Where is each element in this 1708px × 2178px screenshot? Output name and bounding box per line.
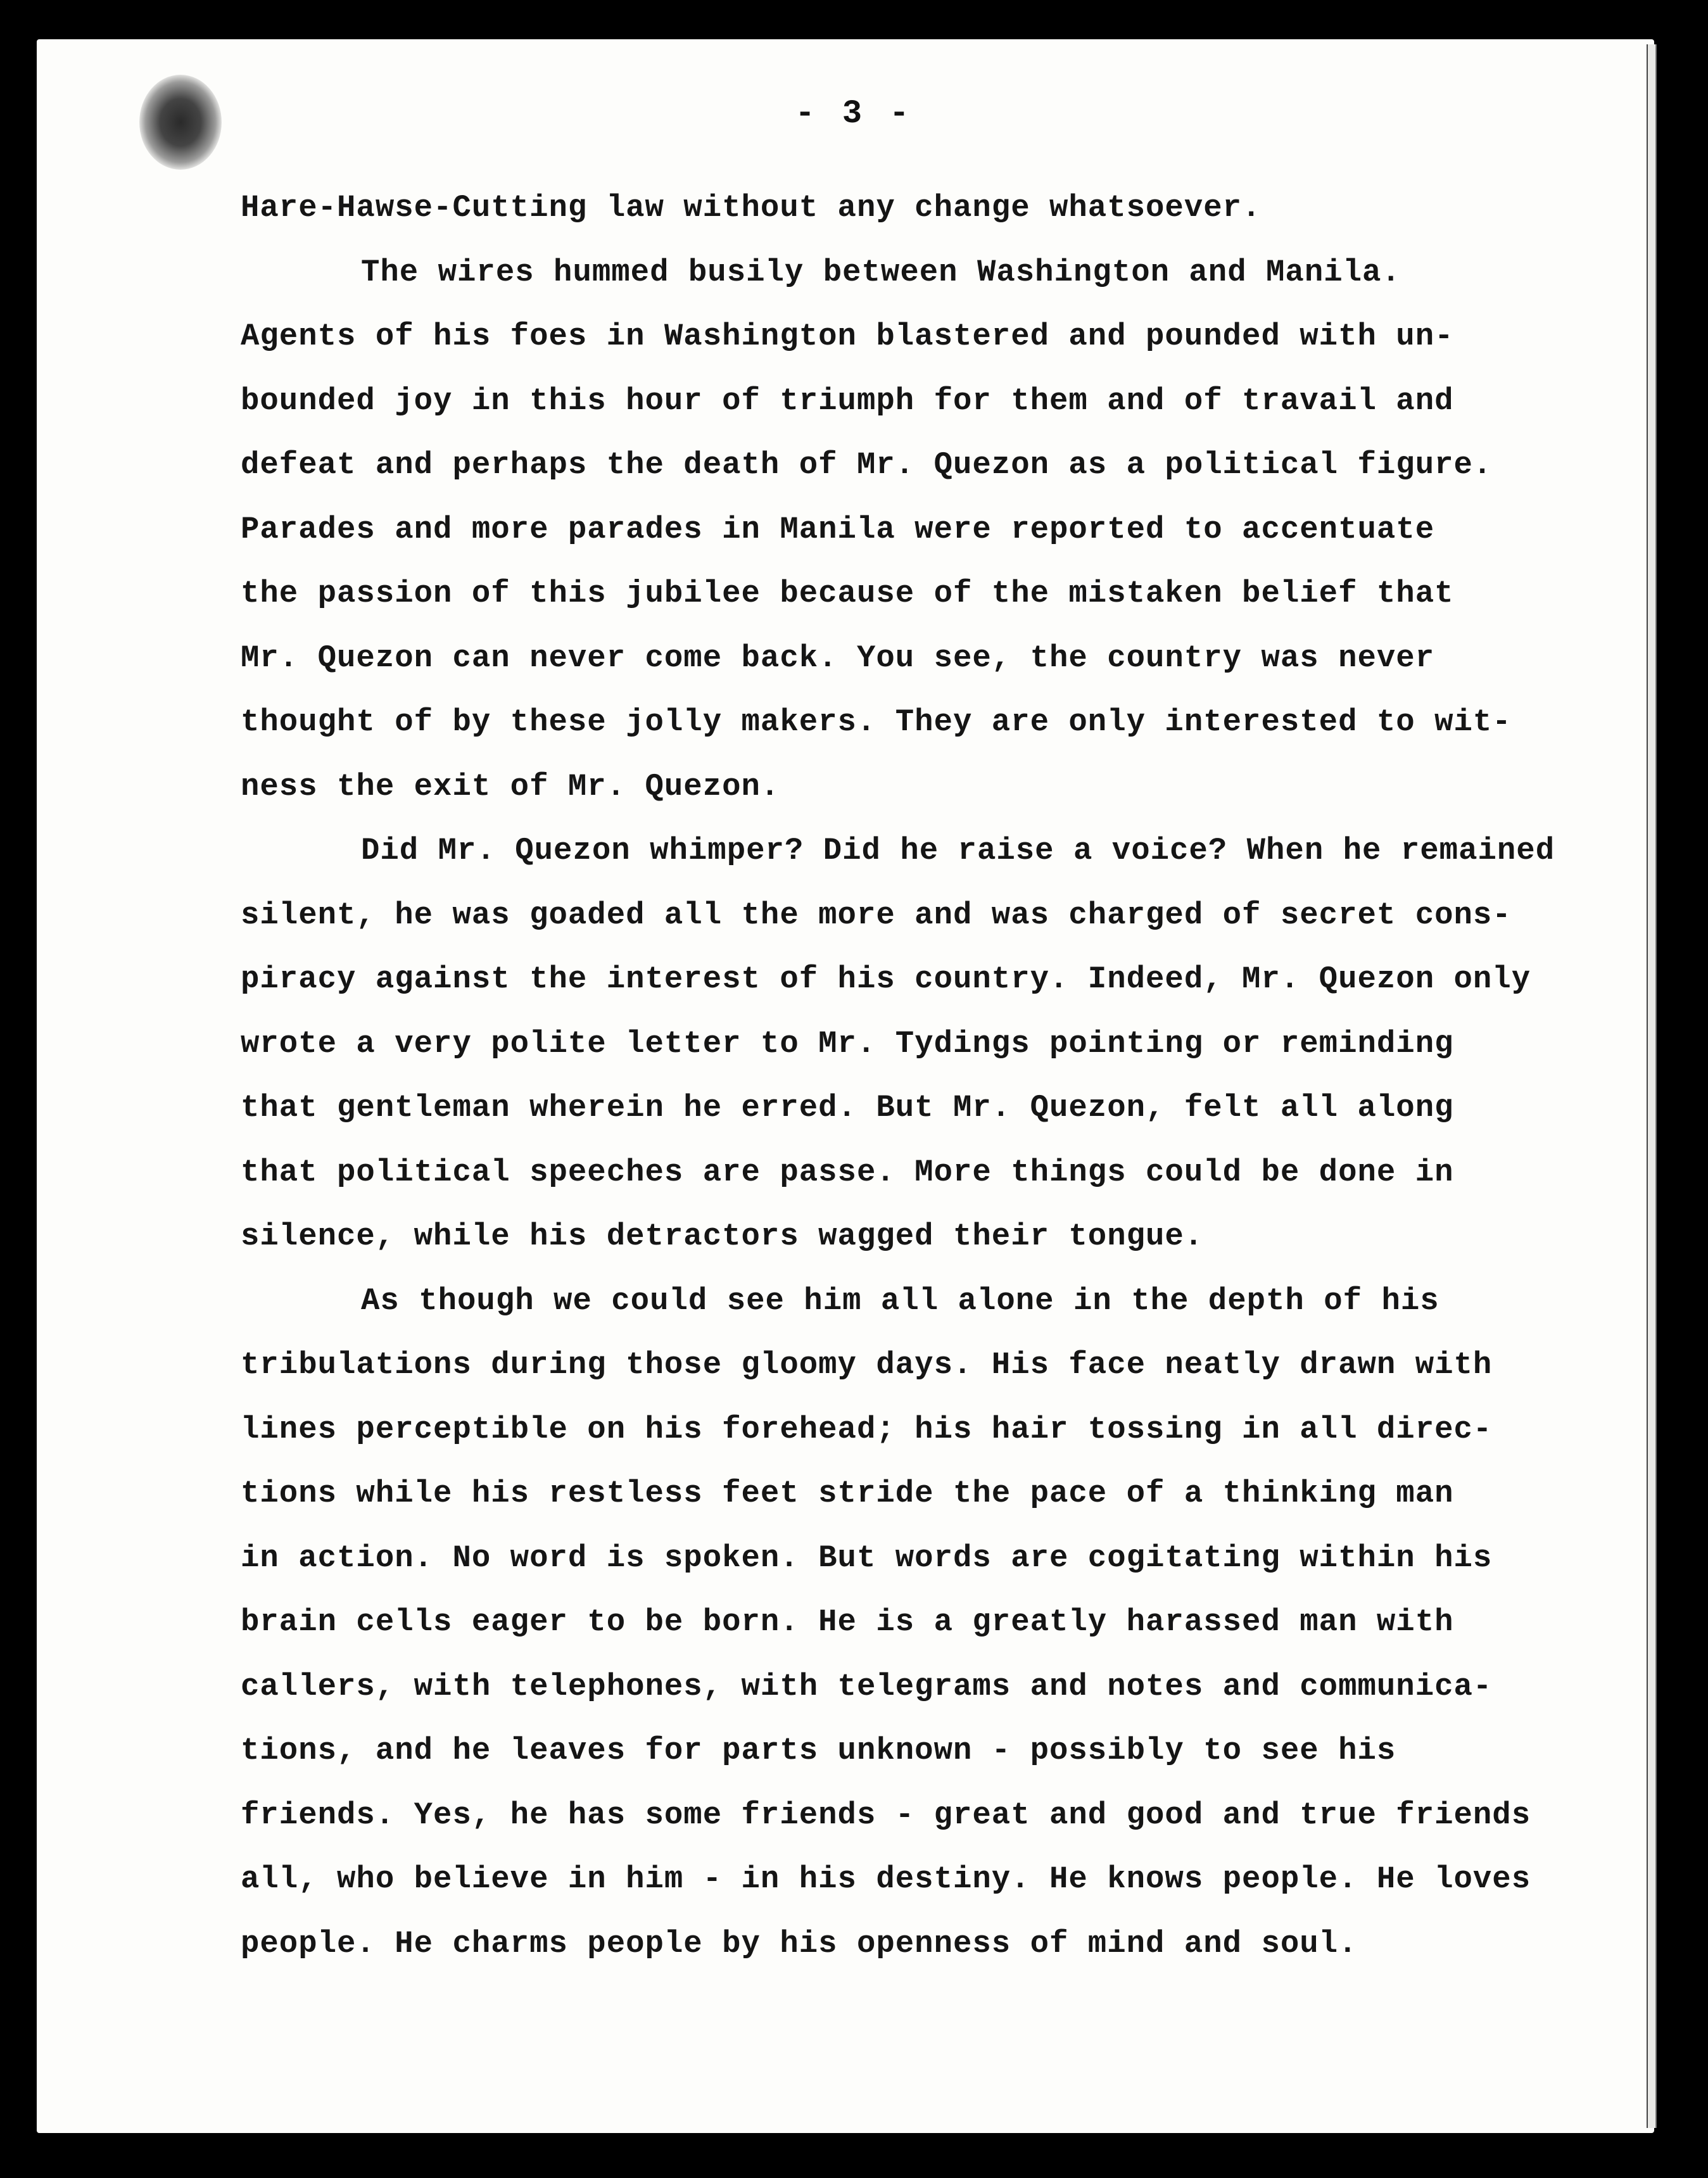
text-line: Agents of his foes in Washington blastered and pounded with un- xyxy=(241,319,1454,354)
text-line: ness the exit of Mr. Quezon. xyxy=(241,768,780,804)
text-line: in action. No word is spoken. But words are cogitating within his xyxy=(241,1540,1493,1576)
text-line: Hare-Hawse-Cutting law without any change whatsoever. xyxy=(241,190,1262,225)
text-line: callers, with telephones, with telegrams and notes and communica- xyxy=(241,1668,1493,1704)
text-line: tions, and he leaves for parts unknown - possibly to see his xyxy=(241,1733,1396,1768)
text-line: The wires hummed busily between Washington and Manila. xyxy=(361,254,1401,290)
paragraph xyxy=(241,1269,1558,1977)
text-line: bounded joy in this hour of triumph for them and of travail and xyxy=(241,383,1454,419)
text-line: silence, while his detractors wagged their tongue. xyxy=(241,1219,1204,1254)
underlying-page-edge xyxy=(1647,44,1657,2128)
paragraph xyxy=(241,819,1558,1269)
text-line: brain cells eager to be born. He is a greatly harassed man with xyxy=(241,1604,1454,1640)
text-line: lines perceptible on his forehead; his hair tossing in all direc- xyxy=(241,1411,1493,1447)
text-line: Did Mr. Quezon whimper? Did he raise a voice? When he remained xyxy=(361,833,1555,868)
text-line: defeat and perhaps the death of Mr. Quezon as a political figure. xyxy=(241,447,1493,483)
text-line: silent, he was goaded all the more and was charged of secret cons- xyxy=(241,897,1512,933)
text-line: wrote a very polite letter to Mr. Tydings pointing or reminding xyxy=(241,1025,1454,1061)
text-line: Mr. Quezon can never come back. You see, the country was never xyxy=(241,640,1435,676)
page-number: - 3 - xyxy=(795,95,913,132)
text-line: tions while his restless feet stride the pace of a thinking man xyxy=(241,1476,1454,1511)
text-line: piracy against the interest of his country. Indeed, Mr. Quezon only xyxy=(241,961,1531,997)
text-line: thought of by these jolly makers. They are only interested to wit- xyxy=(241,704,1512,740)
paragraph xyxy=(241,241,1558,820)
text-line: tribulations during those gloomy days. His face neatly drawn with xyxy=(241,1347,1493,1383)
text-line: that gentleman wherein he erred. But Mr. Quezon, felt all along xyxy=(241,1090,1454,1125)
paragraph xyxy=(241,176,1558,241)
text-line: people. He charms people by his openness of mind and soul. xyxy=(241,1925,1358,1961)
text-line: friends. Yes, he has some friends - great and good and true friends xyxy=(241,1797,1531,1833)
text-line: that political speeches are passe. More things could be done in xyxy=(241,1154,1454,1190)
text-line: all, who believe in him - in his destiny. He knows people. He loves xyxy=(241,1861,1531,1897)
text-line: the passion of this jubilee because of the mistaken belief that xyxy=(241,576,1454,611)
body-text xyxy=(241,176,1558,1976)
text-line: As though we could see him all alone in the depth of his xyxy=(361,1282,1439,1319)
text-line: Parades and more parades in Manila were reported to accentuate xyxy=(241,511,1435,547)
